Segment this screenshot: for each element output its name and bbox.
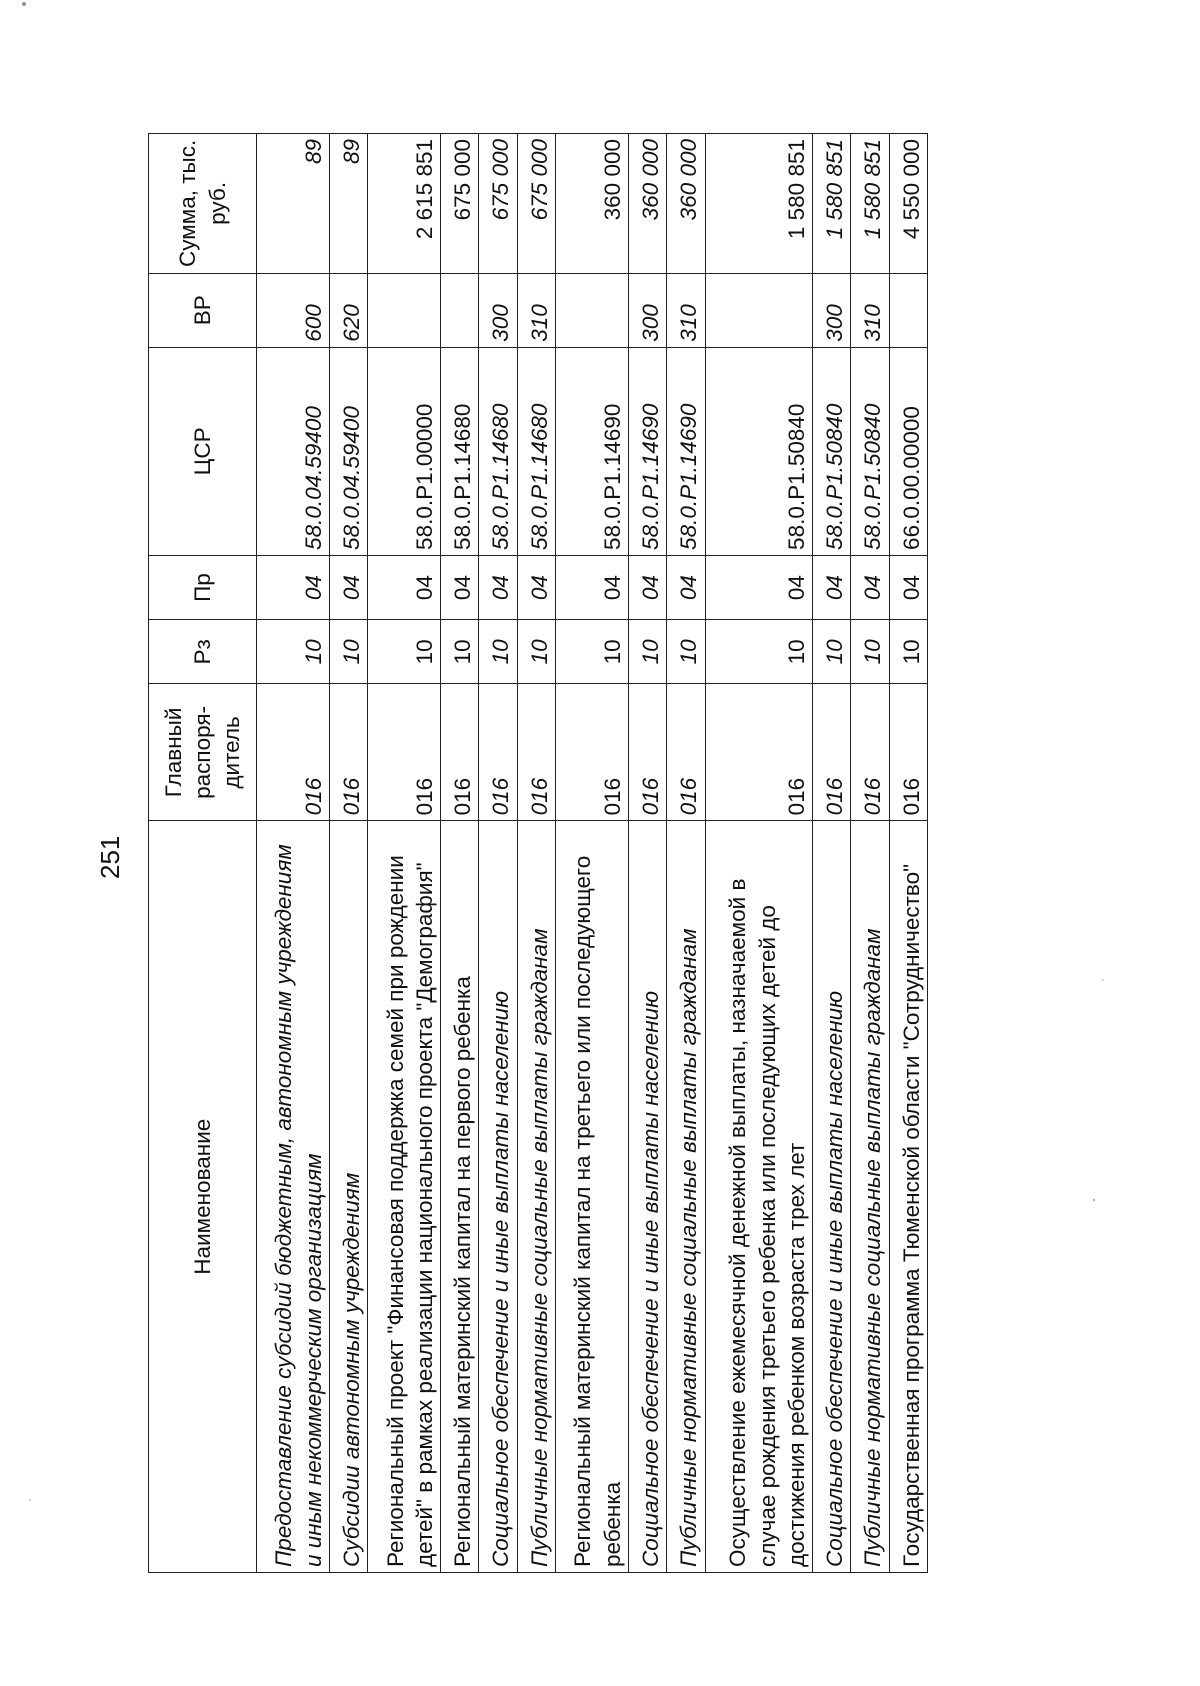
row-name-cell: Социальное обеспечение и иные выплаты населению bbox=[813, 821, 851, 1573]
row-code-cell: 016 bbox=[441, 684, 479, 821]
row-pr-cell: 04 bbox=[813, 555, 851, 619]
table-row bbox=[479, 134, 517, 1573]
row-code-cell: 016 bbox=[813, 684, 851, 821]
row-name-cell: Публичные нормативные социальные выплаты гражданам bbox=[667, 821, 705, 1573]
row-csr-cell: 58.0.P1.50840 bbox=[851, 347, 889, 555]
row-vr-cell: 300 bbox=[479, 273, 517, 347]
row-sum-cell: 675 000 bbox=[479, 134, 517, 274]
row-rz-cell: 10 bbox=[257, 620, 330, 684]
row-vr-cell bbox=[556, 273, 629, 347]
row-pr-cell: 04 bbox=[329, 555, 367, 619]
row-vr-cell: 620 bbox=[329, 273, 367, 347]
row-pr-cell: 04 bbox=[441, 555, 479, 619]
table-row bbox=[813, 134, 851, 1573]
row-csr-cell: 58.0.P1.50840 bbox=[705, 347, 813, 555]
row-pr-cell: 04 bbox=[517, 555, 555, 619]
row-code-cell: 016 bbox=[851, 684, 889, 821]
row-sum-cell: 1 580 851 bbox=[813, 134, 851, 274]
row-csr-cell: 58.0.04.59400 bbox=[257, 347, 330, 555]
row-rz-cell: 10 bbox=[667, 620, 705, 684]
row-vr-cell: 300 bbox=[628, 273, 666, 347]
row-sum-cell: 89 bbox=[257, 134, 330, 274]
row-rz-cell: 10 bbox=[329, 620, 367, 684]
row-vr-cell bbox=[705, 273, 813, 347]
row-vr-cell: 600 bbox=[257, 273, 330, 347]
table-row bbox=[329, 134, 367, 1573]
row-vr-cell bbox=[368, 273, 441, 347]
row-vr-cell: 310 bbox=[517, 273, 555, 347]
row-pr-cell: 04 bbox=[368, 555, 441, 619]
table-row bbox=[667, 134, 705, 1573]
row-sum-cell: 2 615 851 bbox=[368, 134, 441, 274]
row-csr-cell: 58.0.P1.14690 bbox=[628, 347, 666, 555]
budget-table-wrapper bbox=[148, 133, 928, 1573]
table-row bbox=[705, 134, 813, 1573]
row-name-cell: Субсидии автономным учреждениям bbox=[329, 821, 367, 1573]
row-csr-cell: 66.0.00.00000 bbox=[889, 347, 927, 555]
row-code-cell: 016 bbox=[667, 684, 705, 821]
table-row bbox=[851, 134, 889, 1573]
row-sum-cell: 360 000 bbox=[628, 134, 666, 274]
row-rz-cell: 10 bbox=[556, 620, 629, 684]
row-code-cell: 016 bbox=[889, 684, 927, 821]
header-sum: Сумма, тыс. руб. bbox=[149, 134, 257, 274]
table-row bbox=[889, 134, 927, 1573]
row-rz-cell: 10 bbox=[368, 620, 441, 684]
row-csr-cell: 58.0.P1.50840 bbox=[813, 347, 851, 555]
row-name-cell: Предоставление субсидий бюджетным, автономным учреждениям и иным некоммерческим организациям bbox=[257, 821, 330, 1573]
row-pr-cell: 04 bbox=[889, 555, 927, 619]
row-code-cell: 016 bbox=[479, 684, 517, 821]
header-code: Главный распоря-дитель bbox=[149, 684, 257, 821]
row-name-cell: Региональный материнский капитал на третьего или последующего ребенка bbox=[556, 821, 629, 1573]
row-pr-cell: 04 bbox=[556, 555, 629, 619]
row-rz-cell: 10 bbox=[813, 620, 851, 684]
row-vr-cell: 300 bbox=[813, 273, 851, 347]
budget-table bbox=[148, 133, 928, 1573]
row-csr-cell: 58.0.P1.14680 bbox=[441, 347, 479, 555]
row-code-cell: 016 bbox=[368, 684, 441, 821]
row-sum-cell: 4 550 000 bbox=[889, 134, 927, 274]
table-row bbox=[441, 134, 479, 1573]
header-csr: ЦСР bbox=[149, 347, 257, 555]
row-rz-cell: 10 bbox=[628, 620, 666, 684]
row-rz-cell: 10 bbox=[441, 620, 479, 684]
header-vr: ВР bbox=[149, 273, 257, 347]
page-number: 251 bbox=[95, 835, 125, 879]
table-header-row bbox=[149, 134, 257, 1573]
row-sum-cell: 1 580 851 bbox=[705, 134, 813, 274]
row-csr-cell: 58.0.04.59400 bbox=[329, 347, 367, 555]
header-pr: Пр bbox=[149, 555, 257, 619]
row-rz-cell: 10 bbox=[889, 620, 927, 684]
table-row bbox=[556, 134, 629, 1573]
row-vr-cell bbox=[889, 273, 927, 347]
row-sum-cell: 675 000 bbox=[441, 134, 479, 274]
row-name-cell: Социальное обеспечение и иные выплаты населению bbox=[628, 821, 666, 1573]
row-csr-cell: 58.0.P1.14690 bbox=[556, 347, 629, 555]
row-pr-cell: 04 bbox=[479, 555, 517, 619]
row-pr-cell: 04 bbox=[628, 555, 666, 619]
header-name: Наименование bbox=[149, 821, 257, 1573]
row-name-cell: Осуществление ежемесячной денежной выплаты, назначаемой в случае рождения третьего ребенка или последующих детей до достижения ребенком возраста трех лет bbox=[705, 821, 813, 1573]
row-pr-cell: 04 bbox=[851, 555, 889, 619]
row-code-cell: 016 bbox=[556, 684, 629, 821]
row-code-cell: 016 bbox=[517, 684, 555, 821]
row-csr-cell: 58.0.P1.14680 bbox=[517, 347, 555, 555]
header-rz: Рз bbox=[149, 620, 257, 684]
row-pr-cell: 04 bbox=[257, 555, 330, 619]
row-sum-cell: 675 000 bbox=[517, 134, 555, 274]
row-sum-cell: 360 000 bbox=[667, 134, 705, 274]
row-name-cell: Государственная программа Тюменской области "Сотрудничество" bbox=[889, 821, 927, 1573]
row-code-cell: 016 bbox=[705, 684, 813, 821]
row-rz-cell: 10 bbox=[851, 620, 889, 684]
row-csr-cell: 58.0.P1.14680 bbox=[479, 347, 517, 555]
table-row bbox=[257, 134, 330, 1573]
row-csr-cell: 58.0.P1.14690 bbox=[667, 347, 705, 555]
row-name-cell: Публичные нормативные социальные выплаты гражданам bbox=[851, 821, 889, 1573]
row-name-cell: Публичные нормативные социальные выплаты гражданам bbox=[517, 821, 555, 1573]
row-vr-cell bbox=[441, 273, 479, 347]
row-name-cell: Региональный проект "Финансовая поддержка семей при рождении детей" в рамках реализации национального проекта "Демография" bbox=[368, 821, 441, 1573]
table-row bbox=[628, 134, 666, 1573]
row-rz-cell: 10 bbox=[705, 620, 813, 684]
table-row bbox=[368, 134, 441, 1573]
row-vr-cell: 310 bbox=[851, 273, 889, 347]
row-sum-cell: 89 bbox=[329, 134, 367, 274]
table-row bbox=[517, 134, 555, 1573]
row-code-cell: 016 bbox=[257, 684, 330, 821]
row-pr-cell: 04 bbox=[705, 555, 813, 619]
row-sum-cell: 1 580 851 bbox=[851, 134, 889, 274]
row-pr-cell: 04 bbox=[667, 555, 705, 619]
row-code-cell: 016 bbox=[329, 684, 367, 821]
row-name-cell: Региональный материнский капитал на первого ребенка bbox=[441, 821, 479, 1573]
row-rz-cell: 10 bbox=[517, 620, 555, 684]
row-sum-cell: 360 000 bbox=[556, 134, 629, 274]
row-csr-cell: 58.0.P1.00000 bbox=[368, 347, 441, 555]
table-body bbox=[257, 134, 928, 1573]
row-vr-cell: 310 bbox=[667, 273, 705, 347]
row-rz-cell: 10 bbox=[479, 620, 517, 684]
row-code-cell: 016 bbox=[628, 684, 666, 821]
row-name-cell: Социальное обеспечение и иные выплаты населению bbox=[479, 821, 517, 1573]
